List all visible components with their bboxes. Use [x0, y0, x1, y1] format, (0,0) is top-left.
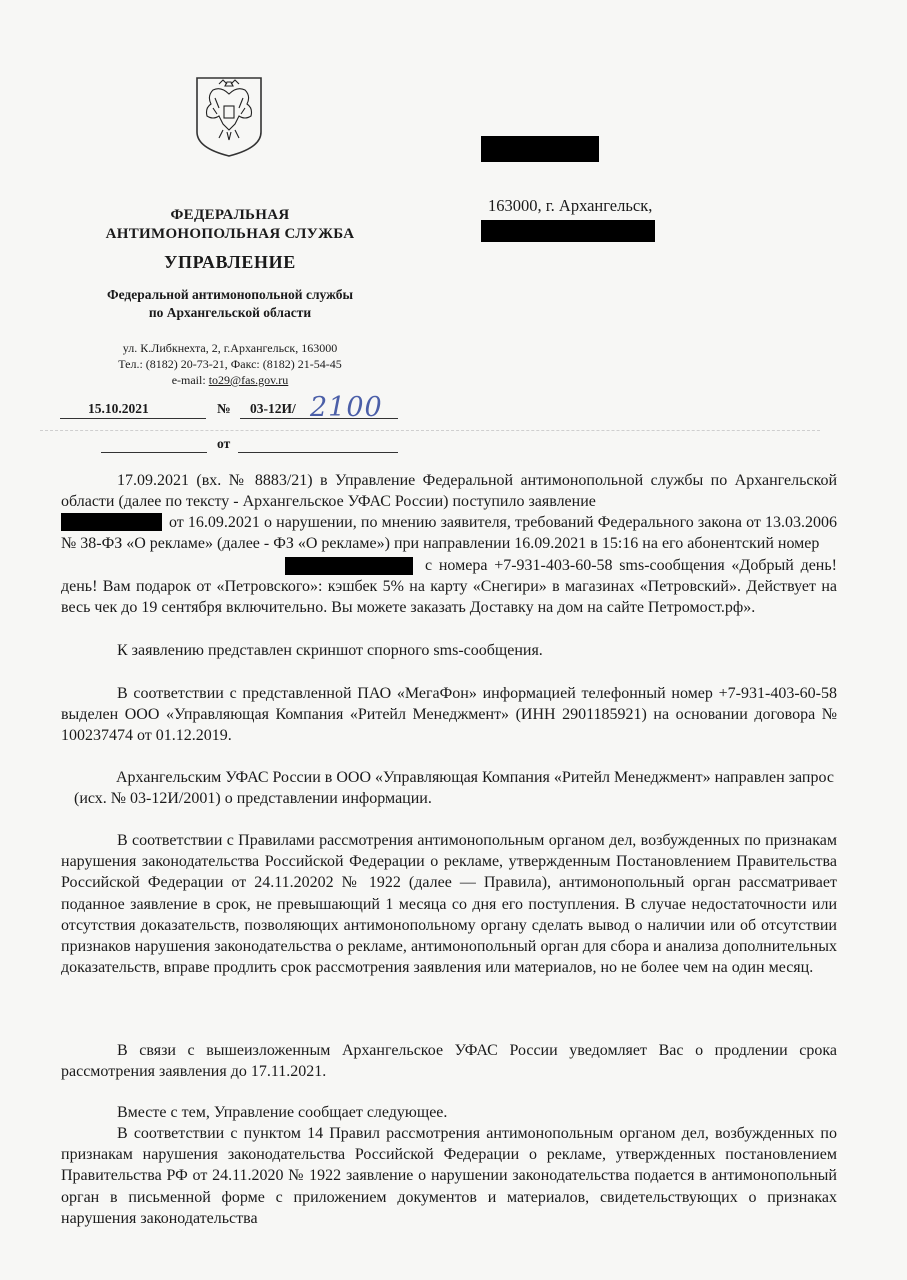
registration-number-label: № [217, 401, 231, 416]
agency-email-line [60, 372, 400, 388]
redacted-recipient-street [481, 220, 655, 242]
reference-from-label: от [217, 436, 231, 451]
paragraph-complaint-cont [61, 512, 837, 554]
recipient-address: 163000, г. Архангельск, [488, 196, 653, 215]
agency-line-1: ФЕДЕРАЛЬНАЯ [170, 207, 290, 223]
rules-text: В соответствии с Правилами рассмотрения антимонопольным органом дел, возбужденных по признакам нарушения законодательства Российской Федерации о рекламе, утвержденным Постановлением Правительства Российской Федерации от 24.11.20202 № 1922 (далее — Правила), антимонопольный орган рассматривает поданное заявление в срок, не превышающий 1 месяца со дня его поступления. В случае недостаточности или отсутствия доказательств, позволяющих антимонопольному органу сделать вывод о наличии или об отсутствии признаков нарушения законодательства о рекламе, антимонопольный орган для сбора и анализа дополнительных доказательств, вправе продлить срок рассмотрения заявления или материалов, но не более чем на один месяц. [61, 832, 837, 977]
point-14-text: В соответствии с пунктом 14 Правил рассмотрения антимонопольным органом дел, возбужденных по признакам нарушения законодательства Российской Федерации о рекламе, утвержденных постановлением Правительства РФ от 24.11.2020 № 1922 заявление о нарушении законодательства подается в антимонопольный орган в письменной форме с приложением документов и материалов, свидетельствующих о признаках нарушения законодательства [61, 1125, 837, 1227]
sms-first-line [425, 555, 837, 576]
complaint-intro: 17.09.2021 (вх. № 8883/21) в Управление Федеральной антимонопольной службы по Архангельской области (далее по тексту - Архангельское УФАС России) поступило заявление [61, 472, 837, 511]
reference-number-underline [238, 452, 398, 453]
coat-of-arms-emblem [193, 74, 265, 158]
paragraph-notice [61, 1102, 837, 1123]
agency-name [60, 206, 400, 244]
redacted-recipient-name [481, 136, 599, 162]
agency-line-2: АНТИМОНОПОЛЬНАЯ СЛУЖБА [105, 226, 355, 242]
paragraph-megafon [61, 683, 837, 747]
agency-phone-fax: Тел.: (8182) 20-73-21, Факс: (8182) 21-54-45 [118, 357, 342, 371]
paragraph-rules [61, 830, 837, 978]
extension-text: В связи с вышеизложенным Архангельское УФАС России уведомляет Вас о продлении срока рассмотрения заявления до 17.11.2021. [61, 1042, 837, 1081]
region-name [60, 286, 400, 322]
megafon-info: В соответствии с представленной ПАО «МегаФон» информацией телефонный номер +7-931-403-60-58 выделен ООО «Управляющая Компания «Ритейл Менеджмент» (ИНН 2901185921) на основании договора № 100237474 от 01.12.2019. [61, 685, 837, 745]
agency-contacts [60, 340, 400, 388]
paragraph-point-14 [61, 1123, 837, 1229]
sms-text: с номера +7-931-403-60-58 sms-сообщения «Добрый день! [425, 557, 837, 574]
registration-date: 15.10.2021 [88, 401, 149, 416]
request-info: Архангельским УФАС России в ООО «Управляющая Компания «Ритейл Менеджмент» направлен запрос (исх. № 03-12И/2001) о представлении информации. [74, 769, 834, 808]
number-underline [240, 418, 398, 419]
screenshot-note: К заявлению представлен скриншот спорного sms-сообщения. [117, 642, 543, 659]
region-line-1: Федеральной антимонопольной службы [106, 287, 354, 302]
paragraph-request [74, 767, 834, 809]
date-underline [60, 418, 206, 419]
agency-address: ул. К.Либкнехта, 2, г.Архангельск, 163000 [122, 341, 338, 355]
email-link[interactable]: to29@fas.gov.ru [208, 373, 289, 387]
handwritten-number: 2100 [310, 392, 383, 423]
email-label: e-mail: [171, 373, 209, 387]
scan-dash-line [40, 430, 820, 431]
department-title: УПРАВЛЕНИЕ [164, 252, 296, 272]
redacted-phone [285, 557, 413, 575]
paragraph-complaint [61, 470, 837, 512]
paragraph-extension [61, 1040, 837, 1082]
notice-text: Вместе с тем, Управление сообщает следующее. [117, 1104, 448, 1121]
region-line-2: по Архангельской области [148, 305, 312, 320]
registration-number: 03-12И/ [250, 401, 296, 416]
sms-continuation: день! Вам подарок от «Петровского»: кэшбек 5% на карту «Снегири» в магазинах «Петровский». Действует на весь чек до 19 сентября включительно. Вы можете заказать Доставку на дом на сайте Петромост.рф». [61, 578, 837, 617]
complaint-details: от 16.09.2021 о нарушении, по мнению заявителя, требований Федерального закона от 13.03.2006 № 38-ФЗ «О рекламе» (далее - ФЗ «О рекламе») при направлении 16.09.2021 в 15:16 на его абонентский номер [61, 514, 837, 553]
paragraph-screenshot [61, 640, 837, 661]
reference-date-underline [101, 452, 207, 453]
